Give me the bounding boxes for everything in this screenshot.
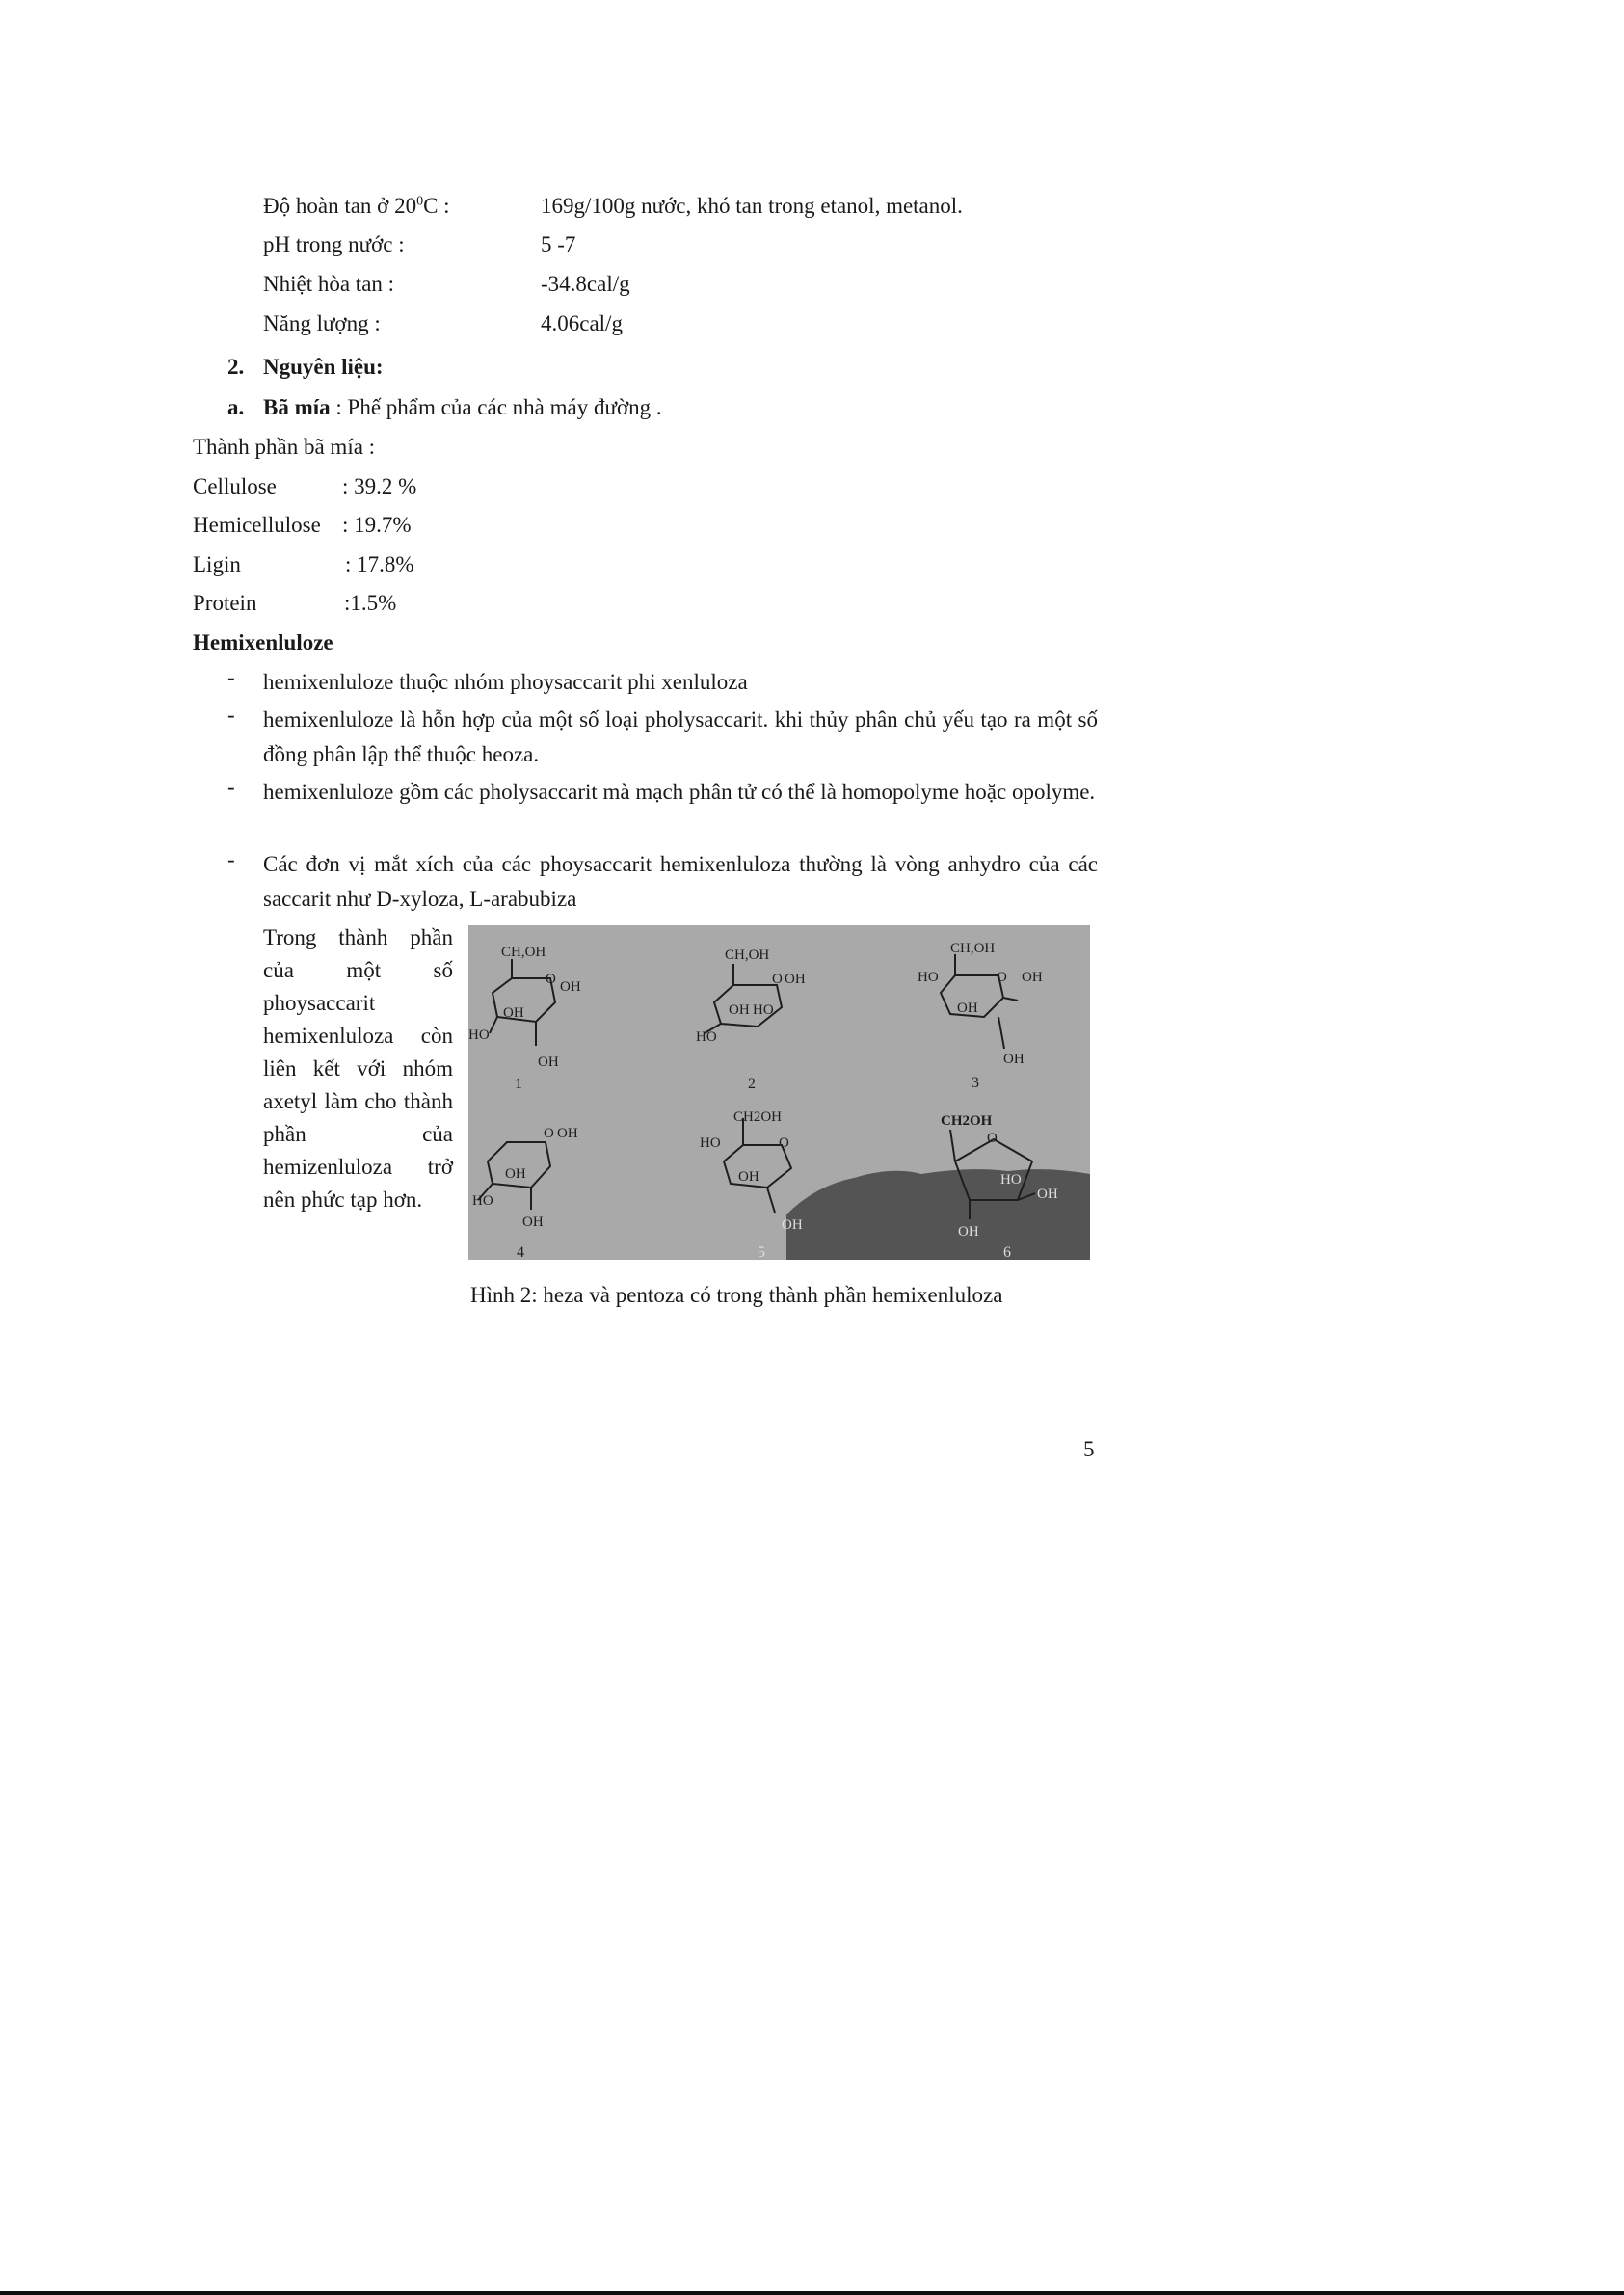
structure-number: 5 (758, 1244, 765, 1260)
label-ch2oh: CH,OH (501, 945, 546, 960)
bullet-item (227, 847, 1099, 921)
page-number: 5 (1083, 1437, 1095, 1461)
property-row (263, 193, 450, 220)
property-label: Nhiệt hòa tan : (263, 272, 395, 296)
label-ch2oh: CH,OH (950, 941, 996, 956)
label-oh: OH (538, 1054, 559, 1070)
label-ho: HO (700, 1135, 721, 1151)
composition-name: Ligin (193, 552, 241, 576)
section-number: 2. (227, 355, 245, 379)
label-o: O (987, 1131, 998, 1146)
label-oh: OH (782, 1217, 803, 1233)
subsection-title: Bã mía (263, 395, 331, 419)
label-ch2oh: CH,OH (725, 947, 770, 963)
bullet-text: Các đơn vị mắt xích của các phoysaccarit hemixenluloza thường là vòng anhydro của các saccarit như D-xyloza, L-arabubiza (263, 852, 1098, 911)
composition-value: : 17.8% (345, 552, 414, 576)
bullet-item (227, 775, 1099, 848)
composition-value: : 19.7% (342, 513, 412, 537)
label-o: O (544, 1126, 554, 1141)
composition-heading: Thành phần bã mía : (193, 435, 376, 459)
structure-number: 3 (972, 1075, 979, 1091)
label-ch2oh: CH2OH (941, 1113, 993, 1129)
figure-caption: Hình 2: heza và pentoza có trong thành phần hemixenluloza (470, 1283, 1003, 1307)
property-value: 4.06cal/g (541, 311, 623, 335)
bullet-item (227, 703, 1099, 776)
property-value: -34.8cal/g (541, 272, 630, 296)
property-label-suffix: C : (423, 194, 450, 218)
property-sup: 0 (416, 194, 424, 209)
label-o: O (997, 970, 1007, 985)
property-value: 5 -7 (541, 232, 576, 256)
label-oh: OH (557, 1126, 578, 1141)
hemi-heading: Hemixenluloze (193, 630, 333, 654)
sugar-structures-drawing (468, 925, 1090, 1260)
property-label: Năng lượng : (263, 311, 381, 335)
structure-3 (941, 954, 1018, 1049)
structure-number: 2 (748, 1076, 756, 1092)
figure-side-paragraph: Trong thành phần của một số phoysaccarit hemixenluloza còn liên kết với nhóm axetyl làm cho thành phần của hemizenluloza trở nên phức tạp hơn. (263, 925, 453, 1212)
composition-value: : 39.2 % (342, 474, 417, 498)
composition-name: Cellulose (193, 474, 277, 498)
label-ho: HO (468, 1027, 490, 1043)
bullet-text: hemixenluloze thuộc nhóm phoysaccarit phi xenluloza (263, 670, 748, 694)
bullet-text: hemixenluloze gồm các pholysaccarit mà mạch phân tử có thể là homopolyme hoặc opolyme. (263, 780, 1096, 804)
label-o: O (546, 972, 556, 987)
label-oh: OH (785, 972, 806, 987)
composition-value: :1.5% (344, 591, 397, 615)
composition-name: Hemicellulose (193, 513, 321, 537)
label-ho: HO (1000, 1172, 1022, 1188)
sugar-structures-figure (468, 925, 1090, 1260)
structure-number: 6 (1003, 1244, 1011, 1260)
label-ho: HO (918, 970, 939, 985)
label-oh: OH (958, 1224, 979, 1240)
structure-number: 4 (517, 1244, 524, 1260)
subsection-text: : Phế phẩm của các nhà máy đường . (335, 395, 662, 419)
dark-region (786, 1169, 1090, 1260)
label-oh: OH (522, 1214, 544, 1230)
bullet-item (227, 665, 1099, 704)
subsection-heading (227, 394, 662, 421)
bottom-rule (0, 2291, 1624, 2295)
structure-5 (724, 1118, 791, 1213)
label-ho: HO (753, 1002, 774, 1018)
bullet-dash: - (227, 775, 235, 799)
bullet-dash: - (227, 703, 235, 727)
label-ch2oh: CH2OH (733, 1109, 783, 1125)
label-ho: HO (696, 1029, 717, 1045)
label-oh: OH (1003, 1052, 1025, 1067)
property-value: 169g/100g nước, khó tan trong etanol, metanol. (541, 194, 963, 218)
label-oh: OH (729, 1002, 750, 1018)
property-label: pH trong nước : (263, 232, 405, 256)
section-title: Nguyên liệu: (263, 355, 384, 379)
label-oh: OH (738, 1169, 759, 1185)
composition-name: Protein (193, 591, 257, 615)
label-oh: OH (505, 1166, 526, 1182)
label-oh: OH (1037, 1187, 1058, 1202)
bullet-dash: - (227, 847, 235, 871)
structure-2 (705, 964, 782, 1033)
label-oh: OH (560, 979, 581, 995)
label-ho: HO (472, 1193, 493, 1209)
subsection-letter: a. (227, 395, 245, 419)
label-o: O (779, 1135, 789, 1151)
label-o: O (772, 972, 783, 987)
label-oh: OH (957, 1001, 978, 1016)
bullet-text: hemixenluloze là hỗn hợp của một số loại pholysaccarit. khi thủy phân chủ yếu tạo ra một số đồng phân lập thể thuộc heoza. (263, 707, 1098, 766)
bullet-dash: - (227, 665, 235, 689)
label-oh: OH (1022, 970, 1043, 985)
property-label: Độ hoàn tan ở 20 (263, 194, 417, 218)
structure-number: 1 (515, 1076, 522, 1092)
label-oh: OH (503, 1005, 524, 1021)
